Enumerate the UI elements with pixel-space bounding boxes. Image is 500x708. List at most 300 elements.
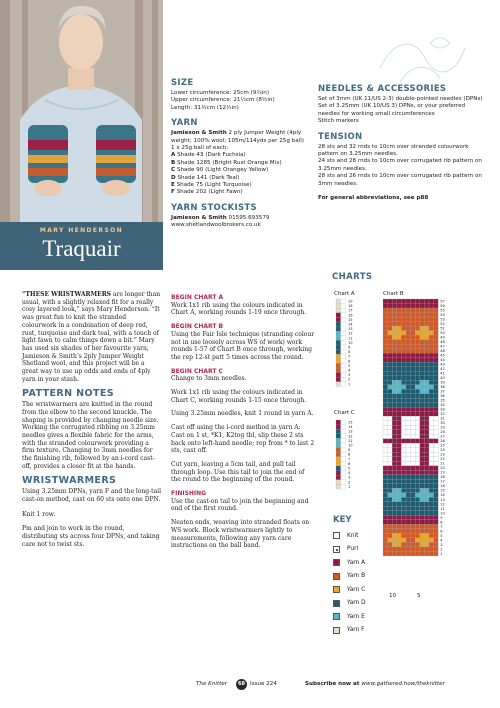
chart-b-cell xyxy=(415,407,420,412)
chart-b-cell xyxy=(392,461,397,466)
chart-b-cell xyxy=(434,515,439,520)
chart-b-cell xyxy=(388,506,393,511)
chart-a-cell xyxy=(336,382,341,387)
chart-b-row-number: 56 xyxy=(440,303,445,308)
chart-b-cell xyxy=(392,493,397,498)
chart-b-cell xyxy=(392,398,397,403)
chart-b-cell xyxy=(397,407,402,412)
chart-b-cell xyxy=(397,452,402,457)
chart-b-cell xyxy=(420,322,425,327)
chart-a-row-number: 4 xyxy=(348,368,351,373)
chart-b-cell xyxy=(434,299,439,304)
chart-c-cell xyxy=(336,461,341,466)
chart-b-cell xyxy=(411,434,416,439)
chart-b-cell xyxy=(401,434,406,439)
chart-b-row-number: 34 xyxy=(440,403,445,408)
chart-b-cell xyxy=(383,407,388,412)
chart-a-cell xyxy=(341,331,346,336)
section-heading-chart-a: BEGIN CHART A xyxy=(171,294,224,301)
chart-b-cell xyxy=(420,542,425,547)
chart-b-cell xyxy=(392,362,397,367)
chart-b-cell xyxy=(420,367,425,372)
chart-b-row-number: 48 xyxy=(440,339,445,344)
chart-c-cell xyxy=(341,466,346,471)
chart-b-cell xyxy=(392,425,397,430)
chart-b-cell xyxy=(388,502,393,507)
chart-b-cell xyxy=(420,403,425,408)
chart-b-cell xyxy=(411,380,416,385)
chart-b-cell xyxy=(411,470,416,475)
chart-b-cell xyxy=(388,407,393,412)
chart-b-cell xyxy=(415,434,420,439)
chart-b-cell xyxy=(383,479,388,484)
chart-b-cell xyxy=(397,497,402,502)
chart-b-cell xyxy=(415,358,420,363)
chart-b-cell xyxy=(383,304,388,309)
chart-a-cell xyxy=(341,322,346,327)
chart-c-cell xyxy=(341,429,346,434)
chart-b-cell xyxy=(388,497,393,502)
chart-b-cell xyxy=(392,434,397,439)
chart-b-cell xyxy=(429,380,434,385)
chart-b-cell xyxy=(420,353,425,358)
chart-b-cell xyxy=(383,488,388,493)
chart-b-cell xyxy=(420,466,425,471)
chart-b-cell xyxy=(434,484,439,489)
chart-b-cell xyxy=(406,380,411,385)
chart-b-cell xyxy=(424,520,429,525)
chart-b-cell xyxy=(392,394,397,399)
chart-b-row-number: 11 xyxy=(440,506,445,511)
chart-b-cell xyxy=(415,349,420,354)
key-label: Yarn D xyxy=(347,600,366,607)
chart-b-cell xyxy=(429,358,434,363)
chart-b-cell xyxy=(415,416,420,421)
chart-b-cell xyxy=(415,470,420,475)
chart-b-cell xyxy=(383,340,388,345)
chart-b-cell xyxy=(383,484,388,489)
key-item xyxy=(333,624,403,638)
chart-b-cell xyxy=(406,515,411,520)
chart-b-cell xyxy=(401,349,406,354)
chart-c-row-number: 3 xyxy=(348,475,351,480)
key-item xyxy=(333,556,403,570)
chart-b-cell xyxy=(429,470,434,475)
chart-b-cell xyxy=(434,520,439,525)
chart-c-row-number: 6 xyxy=(348,461,351,466)
chart-b-row-number: 33 xyxy=(440,407,445,412)
chart-b-cell xyxy=(420,434,425,439)
chart-b-cell xyxy=(397,493,402,498)
chart-b-row-number: 12 xyxy=(440,502,445,507)
chart-b-cell xyxy=(415,452,420,457)
chart-b-cell xyxy=(411,412,416,417)
designer-byline: MARY HENDERSON xyxy=(39,227,124,234)
chart-b-cell xyxy=(420,430,425,435)
chart-c-cell xyxy=(336,448,341,453)
chart-b-cell xyxy=(392,466,397,471)
chart-b-cell xyxy=(406,520,411,525)
chart-b-cell xyxy=(383,385,388,390)
chart-b-cell xyxy=(434,461,439,466)
chart-b-cell xyxy=(401,421,406,426)
chart-b-cell xyxy=(383,457,388,462)
chart-b-cell xyxy=(388,394,393,399)
chart-b-cell xyxy=(420,416,425,421)
chart-b-cell xyxy=(434,547,439,552)
chart-b-cell xyxy=(401,326,406,331)
tension-line: 24 sts and 28 rnds to 10cm over corrugated rib pattern on 3.25mm needles. xyxy=(318,158,482,172)
chart-b-cell xyxy=(429,326,434,331)
chart-b-cell xyxy=(420,470,425,475)
chart-b-cell xyxy=(420,425,425,430)
chart-b-cell xyxy=(388,317,393,322)
chart-b-cell xyxy=(383,362,388,367)
chart-b-cell xyxy=(406,371,411,376)
chart-key xyxy=(333,515,403,637)
chart-b-cell xyxy=(420,304,425,309)
chart-b-cell xyxy=(411,502,416,507)
chart-b-cell xyxy=(383,389,388,394)
subscribe-url[interactable]: www.gathered.how/theknitter xyxy=(361,681,445,687)
chart-b-cell xyxy=(434,502,439,507)
chart-b-row-number: 53 xyxy=(440,317,445,322)
chart-c-cell xyxy=(336,434,341,439)
chart-b-cell xyxy=(397,304,402,309)
chart-b-cell xyxy=(411,326,416,331)
chart-b-cell xyxy=(401,470,406,475)
instruction-para: Work 1x1 rib using the colours indicated in Chart A, working rounds 1-19 once through. xyxy=(171,301,307,317)
chart-b-cell xyxy=(434,407,439,412)
chart-a-row-number: 8 xyxy=(348,350,351,355)
instructions-column xyxy=(171,291,316,556)
yarn-colour-c: C Shade 90 (Light Orangey Yellow) xyxy=(171,167,269,174)
chart-c-cell xyxy=(341,443,346,448)
chart-b-cell xyxy=(401,313,406,318)
chart-b-cell xyxy=(415,362,420,367)
chart-b-cell xyxy=(388,331,393,336)
chart-c-cell xyxy=(341,471,346,476)
chart-b-cell xyxy=(424,317,429,322)
chart-b-cell xyxy=(424,389,429,394)
chart-c-cell xyxy=(336,425,341,430)
chart-b-cell xyxy=(424,484,429,489)
key-item xyxy=(333,597,403,611)
chart-a-row-number: 9 xyxy=(348,345,351,350)
chart-b-cell xyxy=(392,421,397,426)
chart-b-cell xyxy=(415,326,420,331)
chart-b-cell xyxy=(383,412,388,417)
intro-dropcap: “THESE WRISTWARMERS xyxy=(22,291,112,298)
chart-b-cell xyxy=(397,421,402,426)
chart-b-cell xyxy=(420,412,425,417)
chart-b-cell xyxy=(397,385,402,390)
chart-b-cell xyxy=(415,439,420,444)
intro-column xyxy=(22,291,162,555)
key-swatch xyxy=(333,613,340,620)
chart-b-cell xyxy=(429,493,434,498)
chart-b-cell xyxy=(397,394,402,399)
chart-b-cell xyxy=(388,304,393,309)
chart-b-cell xyxy=(388,416,393,421)
chart-b-cell xyxy=(392,385,397,390)
chart-b-cell xyxy=(388,470,393,475)
chart-b-cell xyxy=(397,412,402,417)
chart-b-cell xyxy=(429,421,434,426)
chart-b-cell xyxy=(420,457,425,462)
chart-b-cell xyxy=(392,326,397,331)
chart-c-row-number: 15 xyxy=(348,420,353,425)
chart-b-cell xyxy=(420,452,425,457)
chart-b-cell xyxy=(388,398,393,403)
chart-b-cell xyxy=(420,394,425,399)
chart-b-cell xyxy=(392,502,397,507)
key-swatch xyxy=(333,559,340,566)
chart-c-cell xyxy=(341,480,346,485)
chart-b-cell xyxy=(406,434,411,439)
chart-b-cell xyxy=(383,371,388,376)
chart-b-cell xyxy=(406,353,411,358)
chart-b-cell xyxy=(429,344,434,349)
chart-b-cell xyxy=(411,389,416,394)
chart-c-row-number: 13 xyxy=(348,429,353,434)
chart-b-cell xyxy=(424,335,429,340)
chart-b-cell xyxy=(424,358,429,363)
chart-b-row-number: 36 xyxy=(440,394,445,399)
chart-c-cell xyxy=(341,420,346,425)
chart-b-row-number: 15 xyxy=(440,488,445,493)
yarn-colour-e: E Shade 75 (Light Turquoise) xyxy=(171,182,252,189)
chart-b-cell xyxy=(392,335,397,340)
chart-b-cell xyxy=(406,398,411,403)
chart-b-cell xyxy=(406,542,411,547)
chart-b-cell xyxy=(411,461,416,466)
chart-a-cell xyxy=(336,373,341,378)
chart-b-cell xyxy=(388,313,393,318)
chart-b-cell xyxy=(397,299,402,304)
chart-b-cell xyxy=(388,466,393,471)
chart-b-cell xyxy=(397,470,402,475)
chart-b-cell xyxy=(434,524,439,529)
chart-b-cell xyxy=(429,398,434,403)
chart-b-cell xyxy=(401,439,406,444)
chart-b-cell xyxy=(411,425,416,430)
chart-b-cell xyxy=(411,452,416,457)
chart-b-cell xyxy=(429,515,434,520)
chart-b-cell xyxy=(411,542,416,547)
chart-b-cell xyxy=(401,443,406,448)
chart-b-cell xyxy=(383,331,388,336)
chart-b-cell xyxy=(434,313,439,318)
chart-b-cell xyxy=(401,493,406,498)
chart-b-cell xyxy=(401,371,406,376)
chart-b-cell xyxy=(401,403,406,408)
chart-b-cell xyxy=(415,524,420,529)
chart-b-cell xyxy=(406,448,411,453)
chart-b-cell xyxy=(411,439,416,444)
chart-b-cell xyxy=(388,452,393,457)
chart-a-row-number: 2 xyxy=(348,377,351,382)
chart-b-cell xyxy=(392,313,397,318)
chart-b-cell xyxy=(388,376,393,381)
stockist-url[interactable]: www.shetlandwoolbrokers.co.uk xyxy=(171,222,261,229)
chart-b-cell xyxy=(406,367,411,372)
magazine-name: The Knitter xyxy=(196,681,228,687)
chart-b-cell xyxy=(401,299,406,304)
chart-b-cell xyxy=(411,317,416,322)
chart-b-cell xyxy=(420,443,425,448)
chart-b-cell xyxy=(420,479,425,484)
chart-b-cell xyxy=(420,547,425,552)
yarn-quantity: 1 x 25g ball of each: xyxy=(171,145,229,152)
chart-b-cell xyxy=(383,470,388,475)
chart-b-cell xyxy=(424,304,429,309)
chart-b-cell xyxy=(392,497,397,502)
chart-b-cell xyxy=(415,304,420,309)
chart-b-cell xyxy=(406,304,411,309)
chart-b-cell xyxy=(424,443,429,448)
chart-b-cell xyxy=(424,452,429,457)
chart-b-cell xyxy=(411,466,416,471)
chart-b-cell xyxy=(406,335,411,340)
chart-b-cell xyxy=(420,371,425,376)
chart-c-cell xyxy=(341,438,346,443)
chart-b-cell xyxy=(415,533,420,538)
chart-b-cell xyxy=(429,308,434,313)
chart-b-cell xyxy=(434,542,439,547)
chart-b-cell xyxy=(388,412,393,417)
chart-b-cell xyxy=(420,448,425,453)
chart-b-cell xyxy=(401,353,406,358)
size-line: Length: 31½cm (12½in) xyxy=(171,104,239,111)
chart-b-tick: 10 xyxy=(389,593,396,599)
chart-c-cell xyxy=(341,425,346,430)
chart-b-cell xyxy=(388,322,393,327)
chart-b-cell xyxy=(406,349,411,354)
chart-b-cell xyxy=(424,439,429,444)
chart-b-cell xyxy=(415,380,420,385)
chart-b-label: Chart B xyxy=(383,291,404,297)
chart-b-cell xyxy=(415,322,420,327)
chart-b-cell xyxy=(388,340,393,345)
chart-b-cell xyxy=(388,484,393,489)
chart-b-cell xyxy=(420,376,425,381)
chart-b-cell xyxy=(420,497,425,502)
chart-b-row-number: 52 xyxy=(440,321,445,326)
chart-b-row-number: 37 xyxy=(440,389,445,394)
chart-b-cell xyxy=(434,430,439,435)
key-label: Yarn B xyxy=(347,573,366,580)
chart-b-cell xyxy=(434,349,439,354)
chart-b-cell xyxy=(429,376,434,381)
chart-b-row-number: 35 xyxy=(440,398,445,403)
chart-b-cell xyxy=(434,340,439,345)
chart-b-cell xyxy=(411,533,416,538)
chart-b-cell xyxy=(383,452,388,457)
chart-b-cell xyxy=(420,484,425,489)
chart-b-cell xyxy=(401,448,406,453)
yarn-heading: YARN xyxy=(171,118,198,129)
chart-b-cell xyxy=(388,358,393,363)
chart-b-cell xyxy=(415,511,420,516)
chart-a-cell xyxy=(336,313,341,318)
chart-b-cell xyxy=(406,308,411,313)
chart-b-cell xyxy=(429,502,434,507)
chart-b-cell xyxy=(429,538,434,543)
intro-text: are longer than usual, with a slightly relaxed fit for a really cosy layered look,” says Mary Henderson. “It was great fun to knit the stranded colourwork in a combination of deep red, rust, turquoise and dark teal, with a touch of light fawn to calm things down a bit.” Mary has used six shades of her favourite yarn, Jamieson & Smith’s 2ply Jumper Weight Shetland wool, and this project will be a great way to use up odds and ends of 4ply yarn in your stash. xyxy=(22,291,161,383)
chart-b-cell xyxy=(429,299,434,304)
chart-b-cell xyxy=(424,308,429,313)
chart-b-row-number: 13 xyxy=(440,497,445,502)
chart-b-cell xyxy=(411,299,416,304)
chart-a-cell xyxy=(336,299,341,304)
chart-b-cell xyxy=(415,340,420,345)
wristwarmers-para: Knit 1 row. xyxy=(22,510,56,518)
chart-b-cell xyxy=(424,349,429,354)
chart-c-cell xyxy=(341,484,346,489)
chart-b-cell xyxy=(383,313,388,318)
chart-b-cell xyxy=(401,457,406,462)
chart-b-cell xyxy=(401,340,406,345)
chart-b-cell xyxy=(397,376,402,381)
key-heading: KEY xyxy=(333,515,352,525)
chart-b-row-number: 3 xyxy=(440,542,443,547)
chart-b-cell xyxy=(406,457,411,462)
chart-a-label: Chart A xyxy=(334,291,355,297)
chart-b-row-number: 31 xyxy=(440,416,445,421)
chart-b-row-number: 28 xyxy=(440,430,445,435)
chart-b-cell xyxy=(429,385,434,390)
chart-b-cell xyxy=(424,538,429,543)
chart-b-cell xyxy=(424,448,429,453)
chart-b-cell xyxy=(420,520,425,525)
chart-a-cell xyxy=(341,373,346,378)
chart-b-cell xyxy=(434,398,439,403)
chart-b-cell xyxy=(424,416,429,421)
chart-b-cell xyxy=(388,344,393,349)
chart-b-cell xyxy=(429,412,434,417)
chart-b-cell xyxy=(424,551,429,556)
chart-b-cell xyxy=(406,322,411,327)
chart-b-cell xyxy=(383,394,388,399)
chart-b-cell xyxy=(397,439,402,444)
chart-a-row-number: 1 xyxy=(348,382,351,387)
chart-b-cell xyxy=(415,461,420,466)
chart-b-cell xyxy=(406,439,411,444)
chart-b-cell xyxy=(429,403,434,408)
yarn-colour-d: D Shade 141 (Dark Teal) xyxy=(171,174,240,181)
chart-b-cell xyxy=(424,434,429,439)
chart-b-cell xyxy=(406,511,411,516)
chart-b-cell xyxy=(424,524,429,529)
chart-b-cell xyxy=(424,425,429,430)
chart-b-cell xyxy=(392,304,397,309)
chart-a-cell xyxy=(336,327,341,332)
chart-b-cell xyxy=(397,403,402,408)
chart-c-cell xyxy=(336,420,341,425)
instruction-para: Neaten ends, weaving into stranded floats on WS work. Block wristwarmers lightly to measurements, following any yarn care instructions on the ball band. xyxy=(171,519,310,550)
chart-b-cell xyxy=(424,529,429,534)
chart-b-cell xyxy=(411,493,416,498)
chart-b-cell xyxy=(397,443,402,448)
chart-b-cell xyxy=(434,322,439,327)
chart-b-cell xyxy=(401,416,406,421)
chart-b-cell xyxy=(415,520,420,525)
chart-b-cell xyxy=(392,457,397,462)
chart-b-cell xyxy=(406,317,411,322)
chart-b-cell xyxy=(383,497,388,502)
chart-b-cell xyxy=(424,362,429,367)
